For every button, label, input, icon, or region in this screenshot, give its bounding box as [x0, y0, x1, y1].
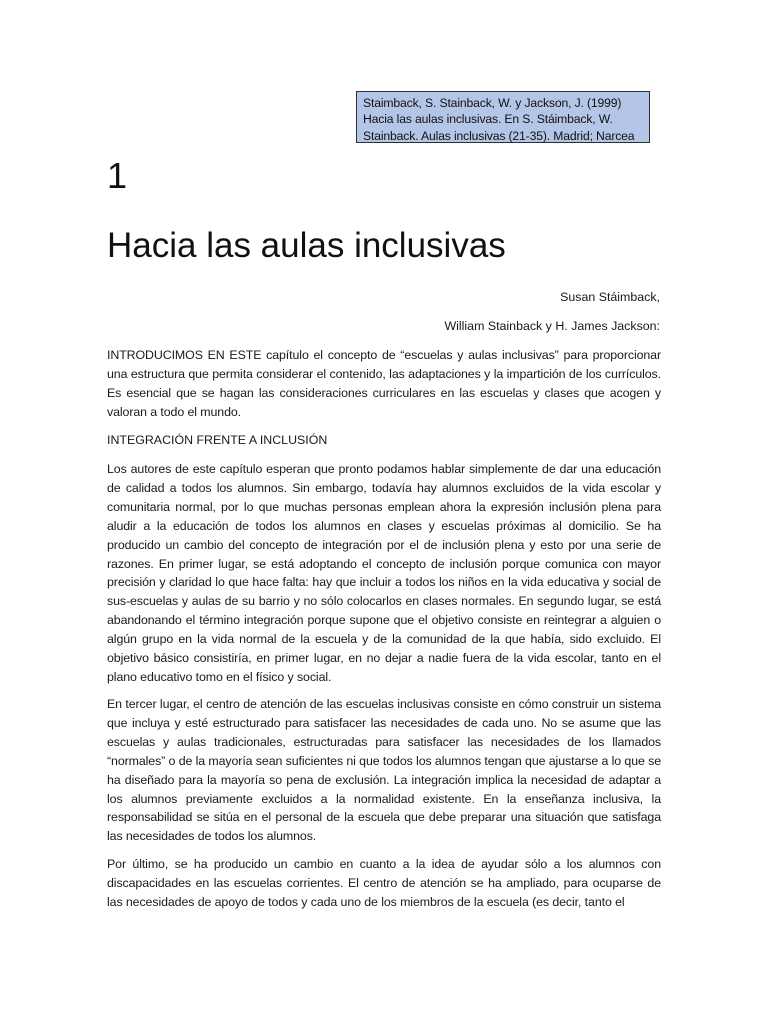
author-line-1: Susan Stáimback, [560, 290, 660, 304]
citation-line-1: Staimback, S. Stainback, W. y Jackson, J. (1999) [363, 96, 622, 110]
intro-paragraph: INTRODUCIMOS EN ESTE capítulo el concepto de “escuelas y aulas inclusivas” para proporcionar una estructura que permita considerar el contenido, las adaptaciones y la impartición de los currículos. Es esencial que se hagan las consideraciones curriculares en las escuelas y clases que acogen y valoran a todo el mundo. [107, 348, 661, 419]
chapter-title: Hacia las aulas inclusivas [107, 226, 506, 265]
body-paragraph-4: Por último, se ha producido un cambio en cuanto a la idea de ayudar sólo a los alumnos con discapacidades en las escuelas corrientes. El centro de atención se ha ampliado, para ocuparse de las necesidades de apoyo de todos y cada uno de los miembros de la escuela (es decir, tanto el [107, 857, 661, 909]
chapter-number: 1 [107, 155, 128, 196]
author-line-2: William Stainback y H. James Jackson: [444, 319, 660, 333]
citation-line-2: Hacia las aulas inclusivas. En S. Stáimback, W. [363, 112, 613, 127]
body-paragraph-3: En tercer lugar, el centro de atención de las escuelas inclusivas consiste en cómo construir un sistema que incluya y esté estructurado para satisfacer las necesidades de cada uno. No se asume que las escuelas y aulas tradicionales, estructuradas para satisfacer las necesidades de los llamados “normales” o de la mayoría sean suficientes ni que todos los alumnos tengan que ajustarse a lo que se ha diseñado para la mayoría so pena de exclusión. La integración implica la necesidad de adaptar a los alumnos previamente excluidos a la normalidad existente. En la enseñanza inclusiva, la responsabilidad se sitúa en el personal de la escuela que debe preparar una situación que satisfaga las necesidades de todos los alumnos. [107, 697, 662, 844]
citation-box [356, 91, 650, 143]
section-heading: INTEGRACIÓN FRENTE A INCLUSIÓN [107, 433, 328, 447]
body-paragraph-2: Los autores de este capítulo esperan que pronto podamos hablar simplemente de dar una educación de calidad a todos los alumnos. Sin embargo, todavía hay alumnos excluidos de la vida escolar y comunitaria normal, por lo que muchas personas emplean ahora la expresión inclusión plena para aludir a la educación de todos los alumnos en clases y escuelas próximas al domicilio. Se ha producido un cambio del concepto de integración por el de inclusión plena y esto por una serie de razones. En primer lugar, se está adoptando el concepto de inclusión porque comunica con mayor precisión y claridad lo que hace falta: hay que incluir a todos los niños en la vida educativa y social de sus-escuelas y aulas de su barrio y no sólo colocarlos en clases normales. En segundo lugar, se está abandonando el término integración porque supone que el objetivo consiste en reintegrar a alguien o algún grupo en la vida normal de la escuela y de la comunidad de la que había, sido excluido. El objetivo básico consistiría, en primer lugar, en no dejar a nadie fuera de la vida escolar, tanto en el plano educativo tomo en el físico y social. [107, 462, 661, 684]
citation-line-3: Stainback. Aulas inclusivas (21-35). Madrid; Narcea [363, 128, 635, 143]
